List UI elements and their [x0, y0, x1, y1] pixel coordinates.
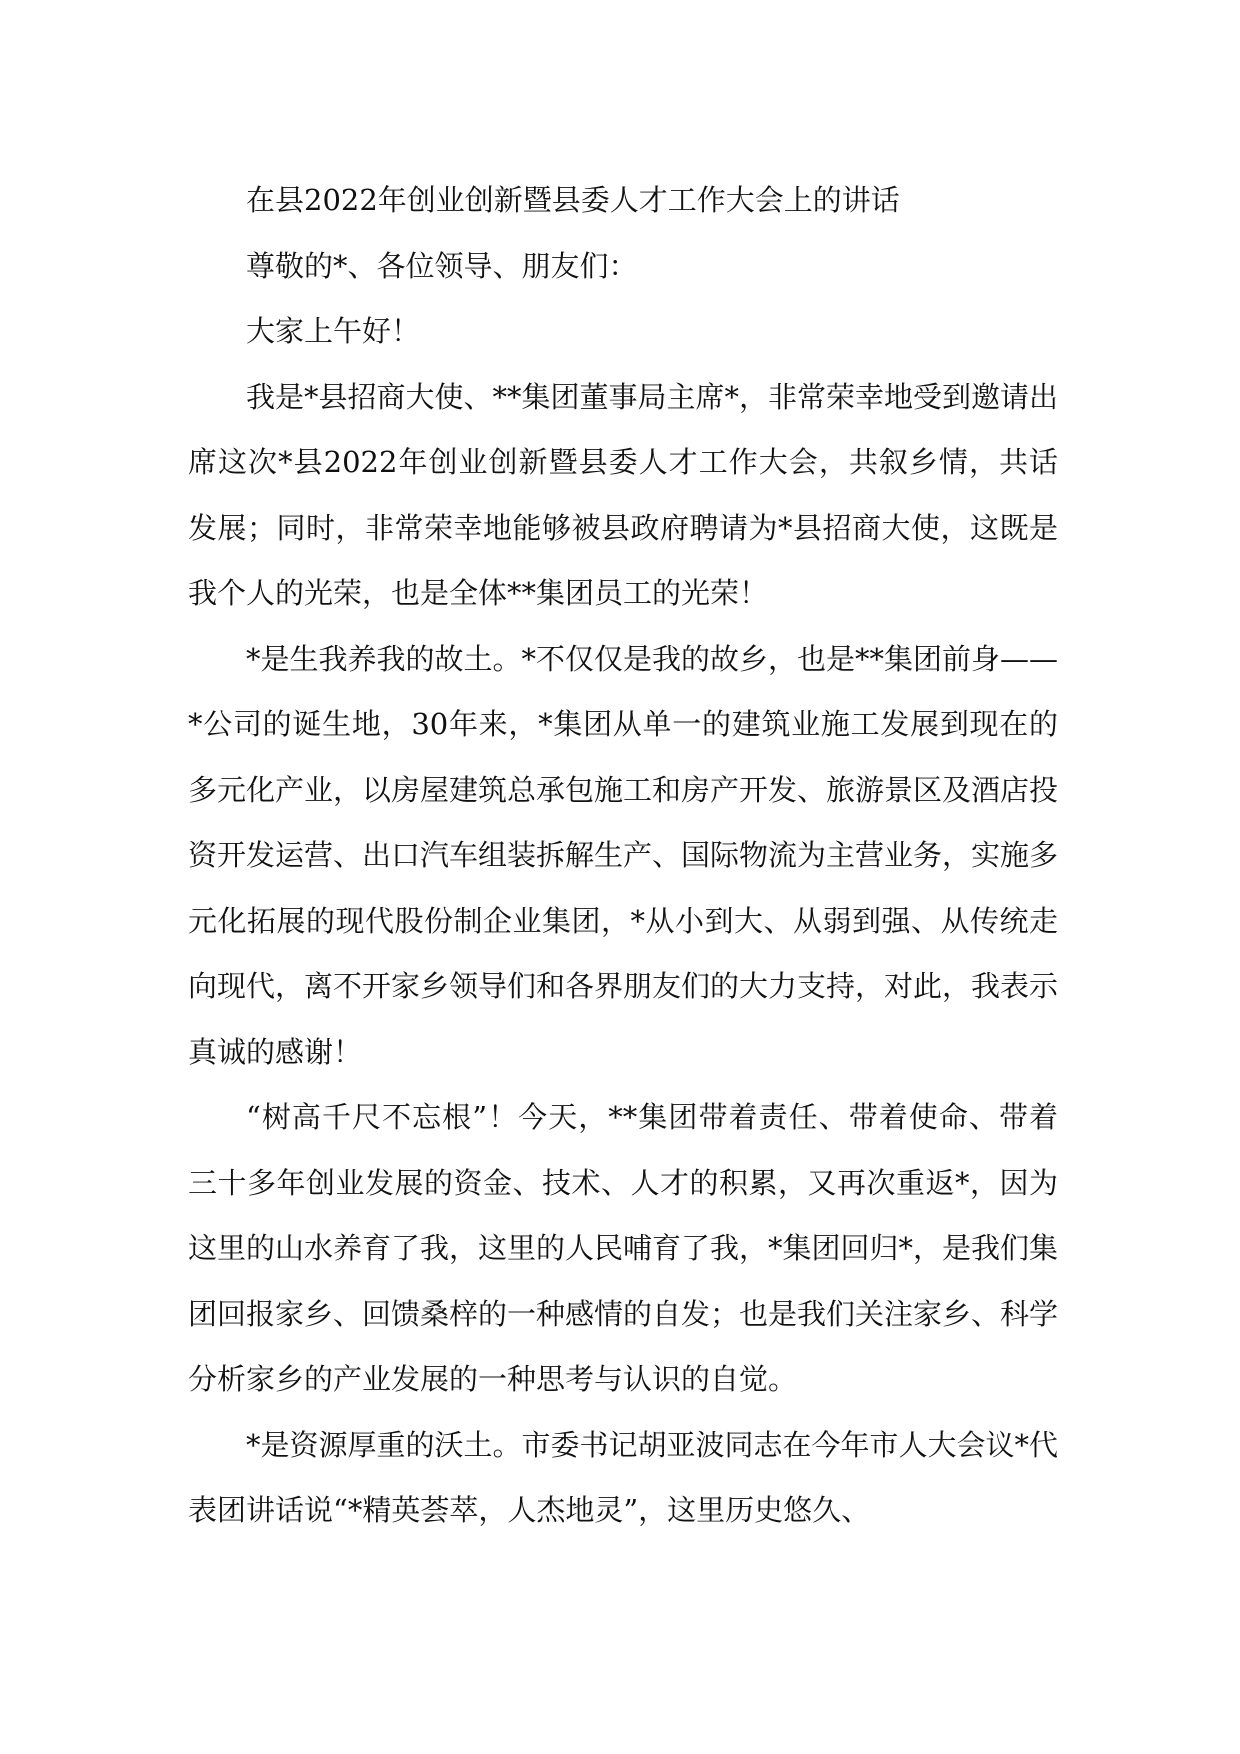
greeting: 大家上午好！: [246, 314, 421, 348]
document-title: 在县2022年创业创新暨县委人才工作大会上的讲话: [246, 183, 900, 217]
paragraph-4: *是资源厚重的沃土。市委书记胡亚波同志在今年市人大会议*代表团讲话说“*精英荟萃，人杰地灵”，这里历史悠久、: [188, 1427, 1059, 1527]
paragraph-1: 我是*县招商大使、**集团董事局主席*，非常荣幸地受到邀请出席这次*县2022年创业创新暨县委人才工作大会，共叙乡情，共话发展；同时，非常荣幸地能够被县政府聘请为*县招商大使，这既是我个人的光荣，也是全体**集团员工的光荣！: [188, 379, 1059, 610]
paragraph-3: “树高千尺不忘根”！今天，**集团带着责任、带着使命、带着三十多年创业发展的资金、技术、人才的积累，又再次重返*，因为这里的山水养育了我，这里的人民哺育了我，*集团回归*，是我们集团回报家乡、回馈桑梓的一种感情的自发；也是我们关注家乡、科学分析家乡的产业发展的一种思考与认识的自觉。: [188, 1100, 1059, 1396]
paragraph-2: *是生我养我的故土。*不仅仅是我的故乡，也是**集团前身——*公司的诞生地，30年来，*集团从单一的建筑业施工发展到现在的多元化产业，以房屋建筑总承包施工和房产开发、旅游景区及酒店投资开发运营、出口汽车组装拆解生产、国际物流为主营业务，实施多元化拓展的现代股份制企业集团，*从小到大、从弱到强、从传统走向现代，离不开家乡领导们和各界朋友们的大力支持，对此，我表示真诚的感谢！: [188, 641, 1059, 1069]
salutation: 尊敬的*、各位领导、朋友们：: [246, 248, 638, 283]
document-body: [188, 168, 1058, 1544]
